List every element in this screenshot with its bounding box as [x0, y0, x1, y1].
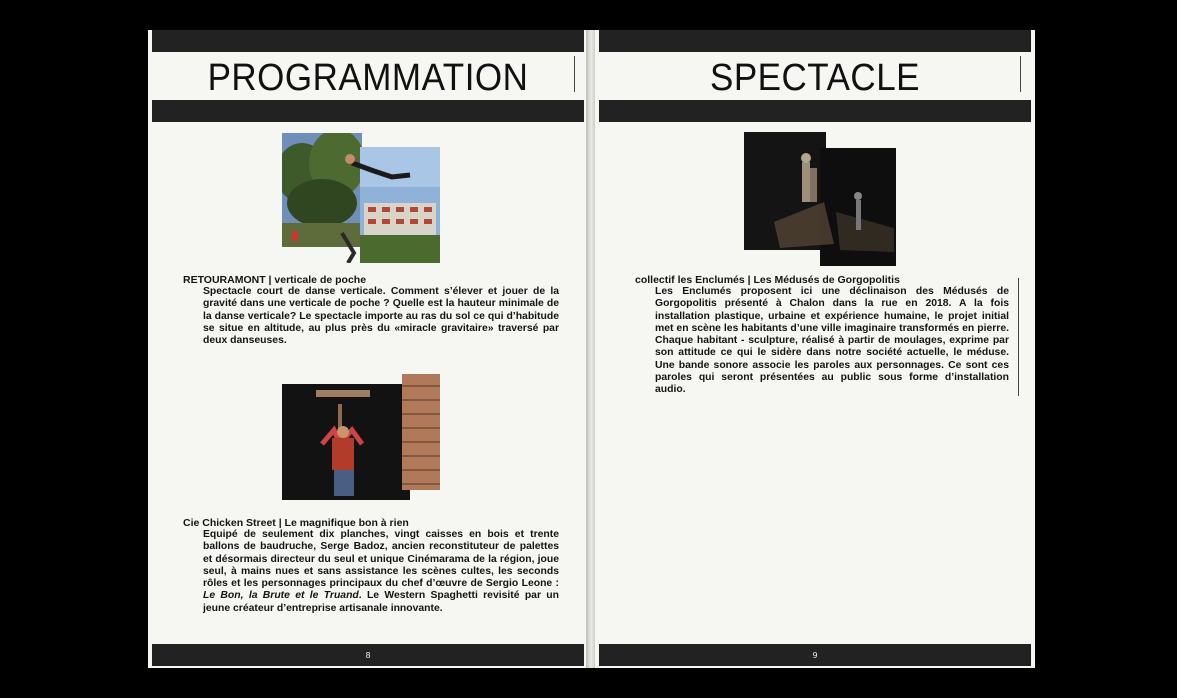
bottom-bar — [152, 644, 584, 666]
photo-performer — [282, 374, 442, 502]
photo-dancers — [282, 133, 442, 263]
article-body: Les Enclumés proposent ici une déclinaison des Médusés de Gorgopolitis présenté à Chalon dans la rue en 2018. A la fois installation plastique, urbaine et expérience humaine, le projet initial met en scène les habitants d’une ville imaginaire transformés en pierre. Chaque habitant - sculpture, réalisé à partir de moulages, exprime par son attitude ce qui le sidère dans notre société actuelle, le méduse. Une bande sonore associe les paroles aux personnages. Ce sont ces paroles qui seront présentées au public sous forme d’installation audio. — [655, 286, 1009, 396]
right-page — [595, 30, 1035, 668]
top-bar — [599, 30, 1031, 52]
article-retouramont — [183, 274, 559, 347]
film-title: Le Bon, la Brute et le Truand — [203, 590, 359, 602]
performer-image — [282, 374, 442, 502]
title-divider — [1020, 56, 1021, 92]
page-title: PROGRAMMATION — [207, 56, 529, 99]
article-heading: Cie Chicken Street | Le magnifique bon à rien — [183, 517, 409, 529]
column-rule — [1018, 278, 1019, 396]
left-page — [148, 30, 588, 668]
page-number: 9 — [812, 650, 818, 660]
page-number: 8 — [365, 650, 371, 660]
title-underbar — [152, 100, 584, 122]
article-heading: collectif les Enclumés | Les Médusés de Gorgopolitis — [635, 274, 900, 286]
bottom-bar — [599, 644, 1031, 666]
article-enclumes — [635, 274, 1009, 397]
article-chicken-street — [183, 517, 559, 615]
body-text-end: . Le Western Spaghetti revisité par un jeune créateur d’entreprise artisanale innovante. — [203, 590, 559, 614]
title-underbar — [599, 100, 1031, 122]
top-bar — [152, 30, 584, 52]
title-divider — [574, 56, 575, 92]
dancers-image — [282, 133, 442, 263]
body-text: Equipé de seulement dix planches, vingt caisses en bois et trente ballons de baudruche, Serge Badoz, ancien reconstituteur de palettes et désormais directeur du seul et unique Cinémarama de la région, joue seul, à mains nues et sans assistance les scènes cultes, les seconds rôles et les personnages principaux du chef d’œuvre de Sergio Leone : — [203, 529, 559, 590]
article-body — [203, 529, 559, 615]
photo-sculptures — [744, 132, 898, 268]
sculptures-image — [744, 132, 898, 268]
page-title: SPECTACLE — [709, 56, 921, 99]
article-heading: RETOURAMONT | verticale de poche — [183, 274, 367, 286]
article-body: Spectacle court de danse verticale. Comment s’élever et jouer de la gravité dans une verticale de poche ? Quelle est la hauteur minimale de la danse verticale? Le spectacle importe au ras du sol ce qui d’habitude se situe en altitude, au plus près du «miracle gravitaire» traversé par deux danseuses. — [203, 286, 559, 347]
